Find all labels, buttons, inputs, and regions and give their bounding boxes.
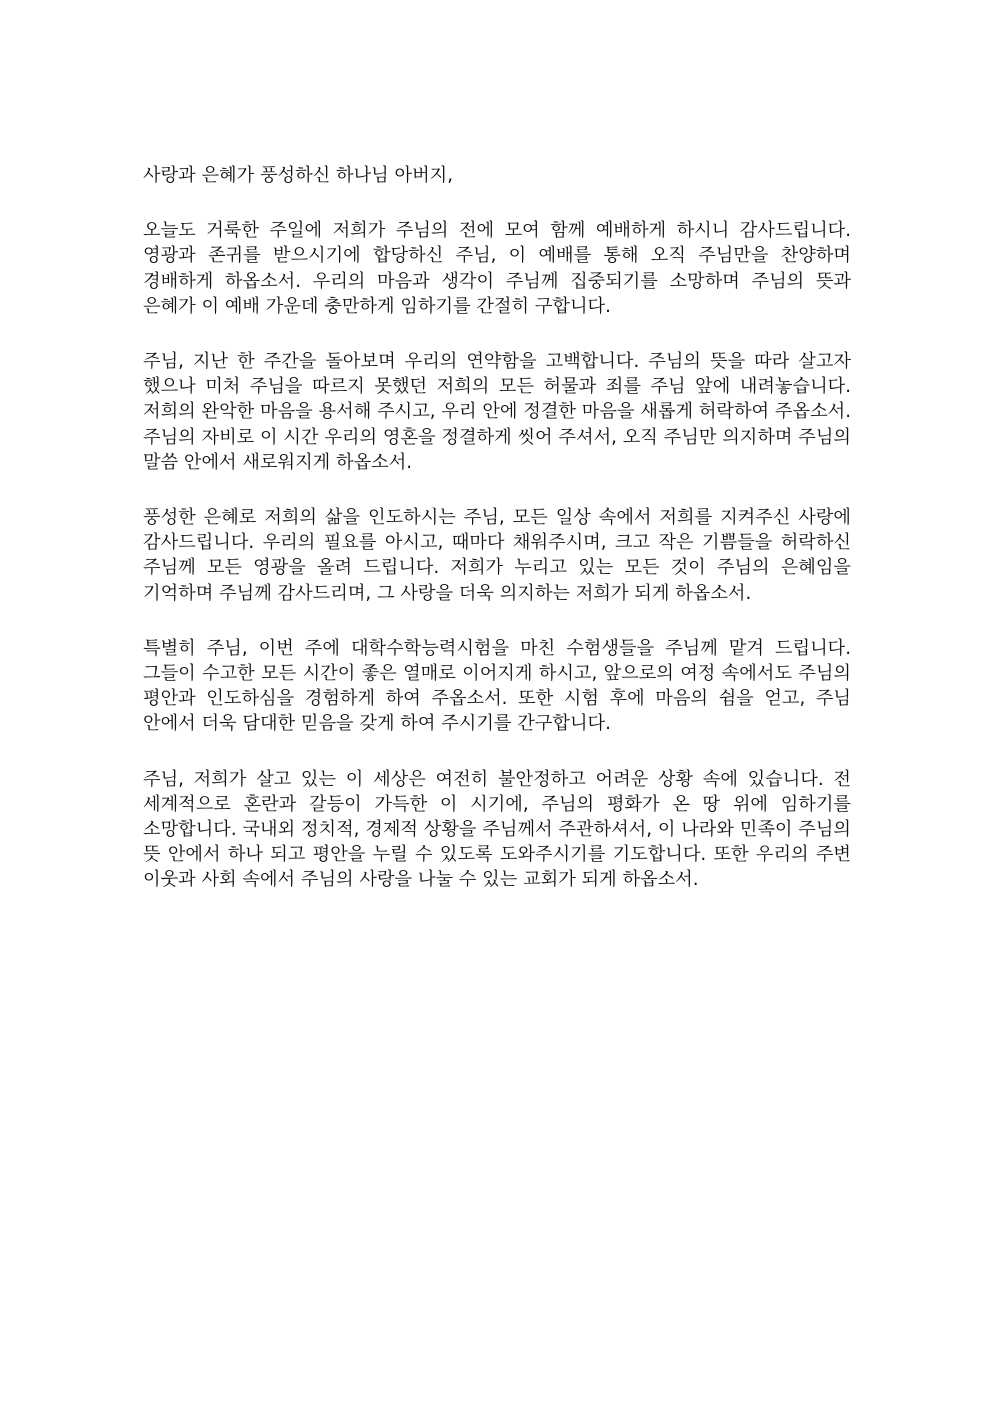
paragraph-thanksgiving: 풍성한 은혜로 저희의 삶을 인도하시는 주님, 모든 일상 속에서 저희를 지켜주신 사랑에 감사드립니다. 우리의 필요를 아시고, 때마다 채워주시며, 크고 작은 기쁨들을 허락하신 주님께 모든 영광을 올려 드립니다. 저희가 누리고 있는 모든 것이 주님의 은혜임을 기억하며 주님께 감사드리며, 그 사랑을 더욱 의지하는 저희가 되게 하옵소서.: [143, 507, 851, 604]
paragraph-students: 특별히 주님, 이번 주에 대학수학능력시험을 마친 수험생들을 주님께 맡겨 드립니다. 그들이 수고한 모든 시간이 좋은 열매로 이어지게 하시고, 앞으로의 여정 속에서도 주님의 평안과 인도하심을 경험하게 하여 주옵소서. 또한 시험 후에 마음의 쉼을 얻고, 주님 안에서 더욱 담대한 믿음을 갖게 하여 주시기를 간구합니다.: [143, 637, 851, 735]
prayer-text-body: [143, 163, 851, 923]
paragraph-world-peace: 주님, 저희가 살고 있는 이 세상은 여전히 불안정하고 어려운 상황 속에 있습니다. 전 세계적으로 혼란과 갈등이 가득한 이 시기에, 주님의 평화가 온 땅 위에 임하기를 소망합니다. 국내외 정치적, 경제적 상황을 주님께서 주관하셔서, 이 나라와 민족이 주님의 뜻 안에서 하나 되고 평안을 누릴 수 있도록 도와주시기를 기도합니다. 또한 우리의 주변 이웃과 사회 속에서 주님의 사랑을 나눌 수 있는 교회가 되게 하옵소서.: [143, 768, 851, 891]
paragraph-worship: 오늘도 거룩한 주일에 저희가 주님의 전에 모여 함께 예배하게 하시니 감사드립니다. 영광과 존귀를 받으시기에 합당하신 주님, 이 예배를 통해 오직 주님만을 찬양하며 경배하게 하옵소서. 우리의 마음과 생각이 주님께 집중되기를 소망하며 주님의 뜻과 은혜가 이 예배 가운데 충만하게 임하기를 간절히 구합니다.: [143, 220, 851, 317]
paragraph-confession: 주님, 지난 한 주간을 돌아보며 우리의 연약함을 고백합니다. 주님의 뜻을 따라 살고자 했으나 미처 주님을 따르지 못했던 저희의 모든 허물과 죄를 주님 앞에 내려놓습니다. 저희의 완악한 마음을 용서해 주시고, 우리 안에 정결한 마음을 새롭게 허락하여 주옵소서. 주님의 자비로 이 시간 우리의 영혼을 정결하게 씻어 주셔서, 오직 주님만 의지하며 주님의 말씀 안에서 새로워지게 하옵소서.: [143, 351, 851, 473]
greeting-line: 사랑과 은혜가 풍성하신 하나님 아버지,: [143, 165, 454, 186]
